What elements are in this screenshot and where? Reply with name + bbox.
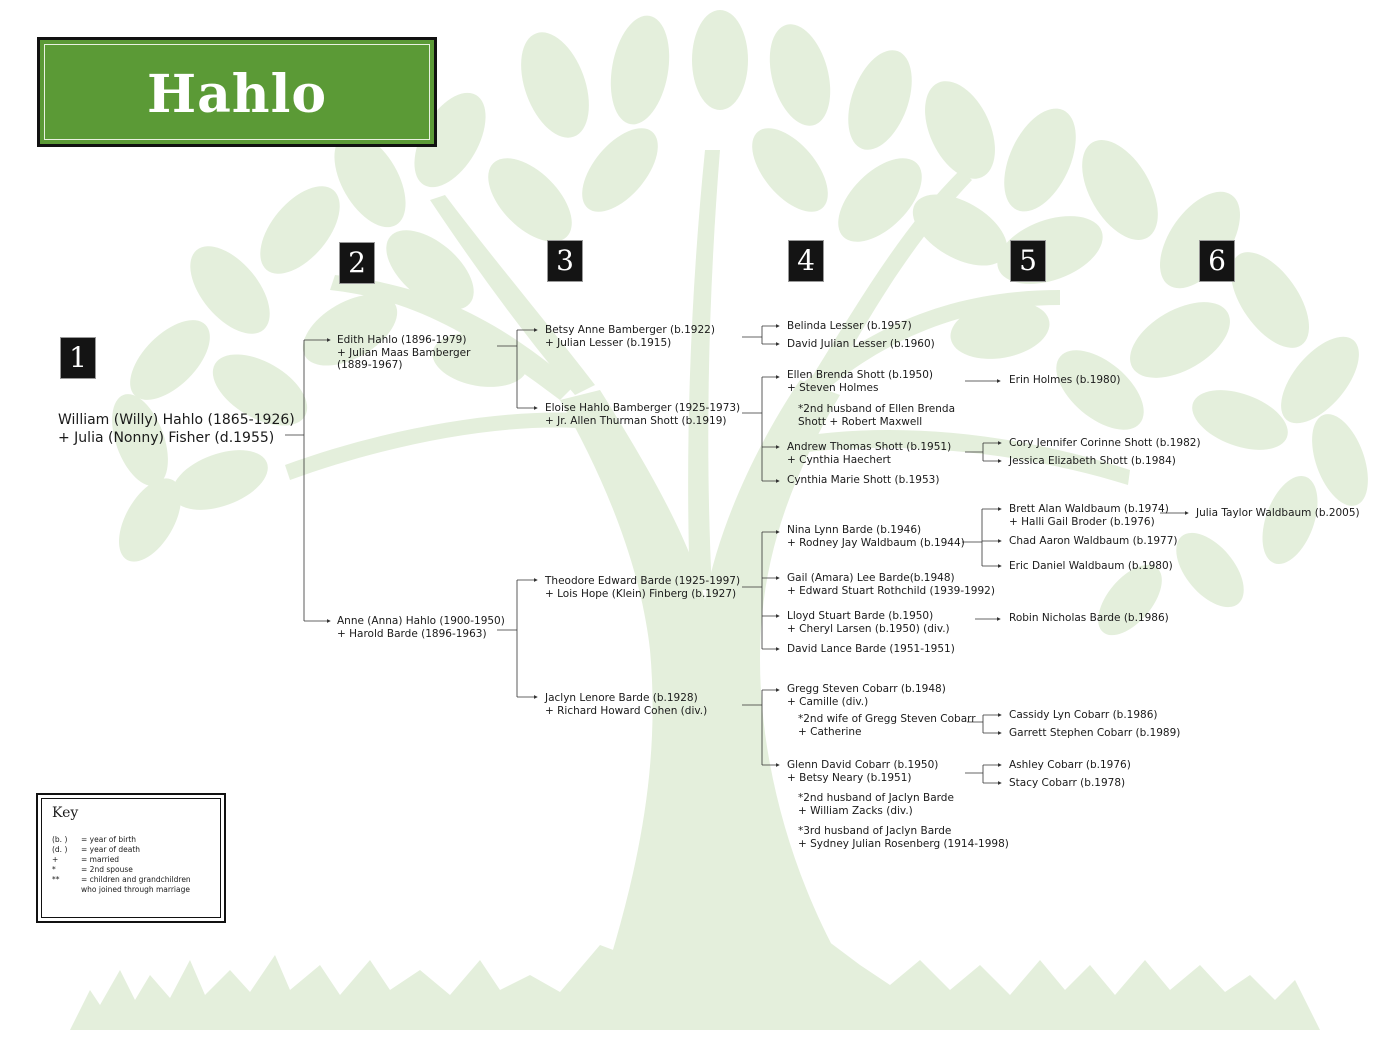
person-nina: [787, 524, 965, 549]
person-line: Betsy Anne Bamberger (b.1922): [545, 324, 715, 336]
person-line: + Harold Barde (1896-1963): [337, 627, 487, 640]
person-line: Eric Daniel Waldbaum (b.1980): [1009, 560, 1173, 572]
person-line: *2nd husband of Jaclyn Barde: [798, 792, 954, 804]
key-meaning: = 2nd spouse: [81, 865, 133, 874]
person-anne: [337, 615, 505, 640]
person-line: Edith Hahlo (1896-1979): [337, 334, 467, 346]
key-symbol: [52, 885, 81, 895]
person-line: Chad Aaron Waldbaum (b.1977): [1009, 535, 1178, 547]
person-line: Eloise Hahlo Bamberger (1925-1973): [545, 402, 741, 414]
person-line: Ashley Cobarr (b.1976): [1009, 759, 1131, 771]
person-line: Glenn David Cobarr (b.1950): [787, 759, 939, 771]
key-title: Key: [52, 805, 79, 821]
generation-5-marker: 5: [1010, 240, 1046, 282]
person-line: + Julian Maas Bamberger: [337, 346, 471, 359]
root-line: William (Willy) Hahlo (1865-1926): [58, 412, 295, 428]
person-jessica: [1009, 455, 1176, 468]
person-line: + Camille (div.): [787, 695, 869, 708]
person-line: + Catherine: [798, 725, 862, 738]
person-line: Brett Alan Waldbaum (b.1974): [1009, 503, 1169, 515]
person-line: Gregg Steven Cobarr (b.1948): [787, 683, 946, 695]
key-table: [52, 835, 191, 895]
person-glenn: [787, 759, 938, 784]
person-erin: [1009, 374, 1121, 387]
key-row: [52, 845, 191, 855]
person-line: + Richard Howard Cohen (div.): [545, 704, 708, 717]
person-line: Cassidy Lyn Cobarr (b.1986): [1009, 709, 1158, 721]
root-line: + Julia (Nonny) Fisher (d.1955): [58, 430, 275, 446]
person-theodore: [545, 575, 740, 600]
person-line: + Lois Hope (Klein) Finberg (b.1927): [545, 587, 737, 600]
person-jaclyn-3rd: [798, 825, 1009, 850]
person-robin: [1009, 612, 1169, 625]
person-line: *3rd husband of Jaclyn Barde: [798, 825, 952, 837]
key-legend: [36, 793, 226, 923]
person-belinda: [787, 320, 912, 333]
person-line: Jaclyn Lenore Barde (b.1928): [545, 692, 698, 704]
person-line: + Edward Stuart Rothchild (1939-1992): [787, 584, 995, 597]
key-symbol: +: [52, 855, 59, 864]
person-line: Erin Holmes (b.1980): [1009, 374, 1121, 386]
person-jaclyn: [545, 692, 707, 717]
person-line: Nina Lynn Barde (b.1946): [787, 524, 922, 536]
person-line: + Julian Lesser (b.1915): [545, 336, 672, 349]
key-row: [52, 885, 191, 895]
person-stacy: [1009, 777, 1125, 790]
key-symbol: *: [52, 865, 56, 874]
key-symbol: (d. ): [52, 845, 68, 854]
person-cassidy: [1009, 709, 1158, 722]
key-meaning: = year of birth: [81, 835, 137, 844]
root-couple: [58, 411, 295, 447]
key-meaning: = children and grandchildren: [81, 875, 191, 884]
person-garrett: [1009, 727, 1180, 740]
key-meaning: = year of death: [81, 845, 141, 854]
generation-6-marker: 6: [1199, 240, 1235, 282]
person-edith: [337, 334, 470, 372]
person-line: Shott + Robert Maxwell: [798, 415, 923, 428]
person-line: Andrew Thomas Shott (b.1951): [787, 441, 952, 453]
person-line: Garrett Stephen Cobarr (b.1989): [1009, 727, 1181, 739]
person-line: David Lance Barde (1951-1951): [787, 643, 955, 655]
person-line: Lloyd Stuart Barde (b.1950): [787, 610, 934, 622]
person-line: + Halli Gail Broder (b.1976): [1009, 515, 1155, 528]
person-line: Julia Taylor Waldbaum (b.2005): [1196, 507, 1360, 519]
family-title: Hahlo: [146, 64, 328, 125]
person-ashley: [1009, 759, 1131, 772]
person-line: Anne (Anna) Hahlo (1900-1950): [337, 615, 505, 627]
person-david-julian: [787, 338, 935, 351]
person-line: + Betsy Neary (b.1951): [787, 771, 912, 784]
person-line: + Sydney Julian Rosenberg (1914-1998): [798, 837, 1009, 850]
person-line: Stacy Cobarr (b.1978): [1009, 777, 1126, 789]
person-andrew: [787, 441, 951, 466]
person-chad: [1009, 535, 1178, 548]
generation-4-marker: 4: [788, 240, 824, 282]
key-row: [52, 875, 191, 885]
person-line: Cynthia Marie Shott (b.1953): [787, 474, 940, 486]
person-line: Gail (Amara) Lee Barde(b.1948): [787, 572, 955, 584]
generation-3-marker: 3: [547, 240, 583, 282]
person-line: + William Zacks (div.): [798, 804, 913, 817]
key-row: [52, 855, 191, 865]
person-eric: [1009, 560, 1173, 573]
key-meaning: = married: [81, 855, 120, 864]
person-line: + Steven Holmes: [787, 381, 879, 394]
person-line: Cory Jennifer Corinne Shott (b.1982): [1009, 437, 1201, 449]
person-gregg: [787, 683, 946, 708]
person-gregg-2nd: [798, 713, 976, 738]
person-cory: [1009, 437, 1201, 450]
person-julia-taylor: [1196, 507, 1360, 520]
key-symbol: (b. ): [52, 835, 68, 844]
key-symbol: **: [52, 875, 60, 884]
person-line: + Jr. Allen Thurman Shott (b.1919): [545, 414, 727, 427]
person-brett: [1009, 503, 1169, 528]
person-line: Ellen Brenda Shott (b.1950): [787, 369, 933, 381]
person-ellen: [787, 369, 933, 394]
generation-1-marker: 1: [60, 337, 96, 379]
person-line: Robin Nicholas Barde (b.1986): [1009, 612, 1169, 624]
key-row: [52, 835, 191, 845]
person-line: Belinda Lesser (b.1957): [787, 320, 912, 332]
person-line: + Cynthia Haechert: [787, 453, 891, 466]
person-line: *2nd husband of Ellen Brenda: [798, 403, 956, 415]
person-eloise: [545, 402, 740, 427]
person-line: + Cheryl Larsen (b.1950) (div.): [787, 622, 950, 635]
person-lloyd: [787, 610, 950, 635]
person-line: (1889-1967): [337, 359, 403, 371]
person-line: *2nd wife of Gregg Steven Cobarr: [798, 713, 976, 725]
person-jaclyn-2nd: [798, 792, 954, 817]
key-row: [52, 865, 191, 875]
person-line: + Rodney Jay Waldbaum (b.1944): [787, 536, 965, 549]
person-line: David Julian Lesser (b.1960): [787, 338, 935, 350]
generation-2-marker: 2: [339, 242, 375, 284]
person-gail: [787, 572, 995, 597]
person-line: Jessica Elizabeth Shott (b.1984): [1009, 455, 1176, 467]
person-line: Theodore Edward Barde (1925-1997): [545, 575, 741, 587]
key-meaning: who joined through marriage: [81, 885, 190, 894]
person-betsy: [545, 324, 715, 349]
person-cynthia: [787, 474, 939, 487]
title-banner: [37, 37, 437, 147]
person-ellen-2nd: [798, 403, 955, 428]
person-david-lance: [787, 643, 955, 656]
